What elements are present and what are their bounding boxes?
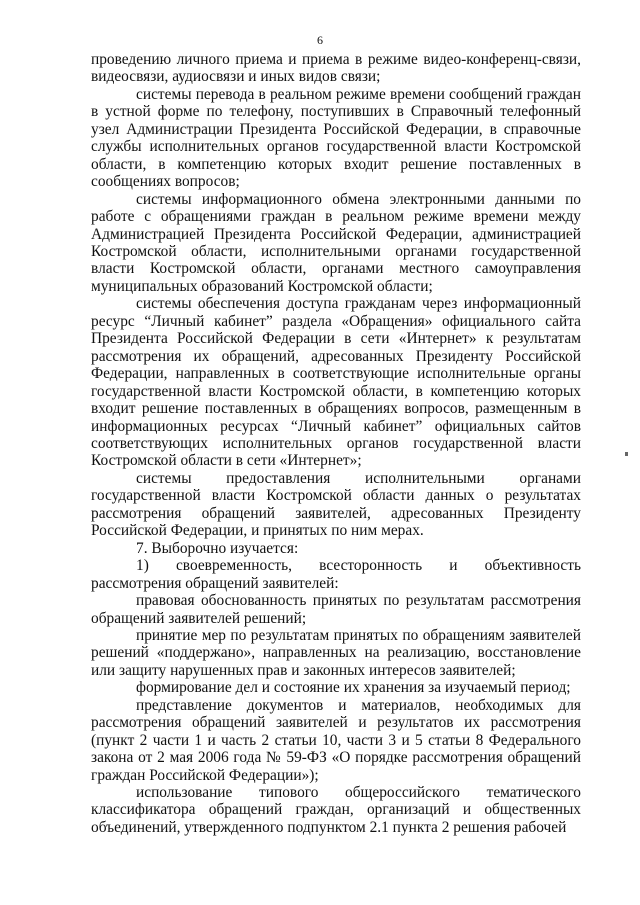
paragraph-results-systems: системы предоставления исполнительными органами государственной власти Костромской области данных о результатах рассмотрения обращений заявителей, адресованных Президенту Российской Федерации, и принятых по ним мерах. <box>91 469 581 540</box>
paragraph-data-exchange-systems: системы информационного обмена электронными данными по работе с обращениями граждан в реальном режиме времени между Администрацией Президента Российской Федерации, администрацией Костромской области, исполнительными органами государственной власти Костромской области, органами местного самоуправления муниципальных образований Костромской области; <box>91 190 581 295</box>
paragraph-measures: принятие мер по результатам принятых по обращениям заявителей решений «поддержано», направленных на реализацию, восстановление или защиту нарушенных прав и законных интересов заявителей; <box>91 626 581 679</box>
paragraph-item-1: 1) своевременность, всесторонность и объективность рассмотрения обращений заявителей: <box>91 557 581 592</box>
paragraph-section-7: 7. Выборочно изучается: <box>136 539 299 557</box>
paragraph-continuation: проведению личного приема и приема в режиме видео-конференц-связи, видеосвязи, аудиосвязи и иных видов связи; <box>91 51 581 86</box>
paragraph-translation-systems: системы перевода в реальном режиме времени сообщений граждан в устной форме по телефону, поступивших в Справочный телефонный узел Администрации Президента Российской Федерации, в справочные службы исполнительных органов государственной власти Костромской области, в компетенцию которых входит решение поставленных в сообщениях вопросов; <box>91 85 581 191</box>
paragraph-documents: представление документов и материалов, необходимых для рассмотрения обращений заявителей и результатов их рассмотрения (пункт 2 части 1 и часть 2 статьи 10, части 3 и 5 статьи 8 Федерального закона от 2 мая 2006 года № 59-ФЗ «О порядке рассмотрения обращений граждан Российской Федерации»); <box>91 696 581 784</box>
paragraph-legal-validity: правовая обоснованность принятых по результатам рассмотрения обращений заявителей решений; <box>91 592 581 627</box>
body-text <box>91 51 581 836</box>
margin-mark <box>625 452 628 456</box>
page-number: 6 <box>317 33 323 47</box>
paragraph-access-systems: системы обеспечения доступа гражданам через информационный ресурс “Личный кабинет” раздела «Обращения» официального сайта Президента Российской Федерации в сети «Интернет» к результатам рассмотрения их обращений, адресованных Президенту Российской Федерации, направленных в соответствующие исполнительные органы государственной власти Костромской области, в компетенцию которых входит решение поставленных в обращениях вопросов, размещенным в информационных ресурсах “Личный кабинет” официальных сайтов соответствующих исполнительных органов государственной власти Костромской области в сети «Интернет»; <box>91 295 581 470</box>
paragraph-case-files: формирование дел и состояние их хранения за изучаемый период; <box>136 679 571 697</box>
paragraph-classifier: использование типового общероссийского тематического классификатора обращений граждан, организаций и общественных объединений, утвержденного подпунктом 2.1 пункта 2 решения рабочей <box>91 784 581 836</box>
